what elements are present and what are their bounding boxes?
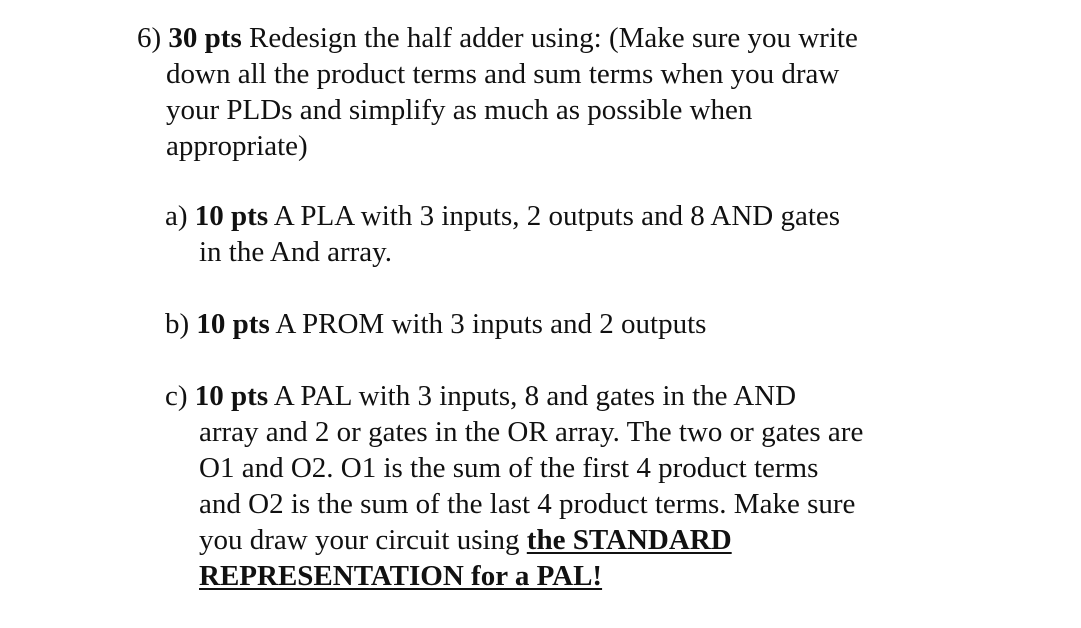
part-c-text-line-5-plain: you draw your circuit using — [199, 524, 520, 556]
part-b-first-line — [165, 306, 945, 342]
question-text-line-3: your PLDs and simplify as much as possible when — [166, 94, 753, 126]
question-text-line-2: down all the product terms and sum terms when you draw — [166, 58, 840, 90]
question-text-line-4: appropriate) — [166, 130, 308, 162]
part-c-text-line-3: O1 and O2. O1 is the sum of the first 4 product terms — [199, 452, 819, 484]
part-a — [165, 198, 945, 270]
question-text-line-1: Redesign the half adder using: (Make sure you write — [249, 22, 858, 54]
part-c-text-line-4: and O2 is the sum of the last 4 product terms. Make sure — [199, 488, 856, 520]
part-c-text-line-5 — [165, 522, 945, 558]
part-a-text-line-1: A PLA with 3 inputs, 2 outputs and 8 AND gates — [273, 200, 841, 232]
part-c-text-line-1: A PAL with 3 inputs, 8 and gates in the AND — [273, 380, 797, 412]
part-c — [165, 378, 945, 594]
part-a-label: a) — [165, 200, 188, 232]
standard-emphasis-1: the STANDARD — [526, 524, 732, 556]
part-b-points: 10 pts — [196, 308, 270, 340]
part-c-first-line — [165, 378, 945, 414]
part-a-first-line — [165, 198, 945, 234]
part-c-points: 10 pts — [194, 380, 269, 412]
question-first-line — [137, 20, 937, 56]
part-a-text-line-2: in the And array. — [199, 236, 393, 268]
question-points: 30 pts — [168, 22, 242, 54]
part-b — [165, 306, 945, 342]
part-c-text-line-2: array and 2 or gates in the OR array. The two or gates are — [199, 416, 864, 448]
question-6 — [137, 20, 937, 164]
part-c-label: c) — [165, 380, 188, 412]
standard-emphasis-2: REPRESENTATION for a PAL! — [199, 560, 603, 592]
part-b-text-line-1: A PROM with 3 inputs and 2 outputs — [275, 308, 707, 340]
part-a-points: 10 pts — [194, 200, 269, 232]
question-number: 6) — [137, 22, 162, 54]
part-c-text-line-6 — [165, 558, 945, 594]
part-b-label: b) — [165, 308, 190, 340]
